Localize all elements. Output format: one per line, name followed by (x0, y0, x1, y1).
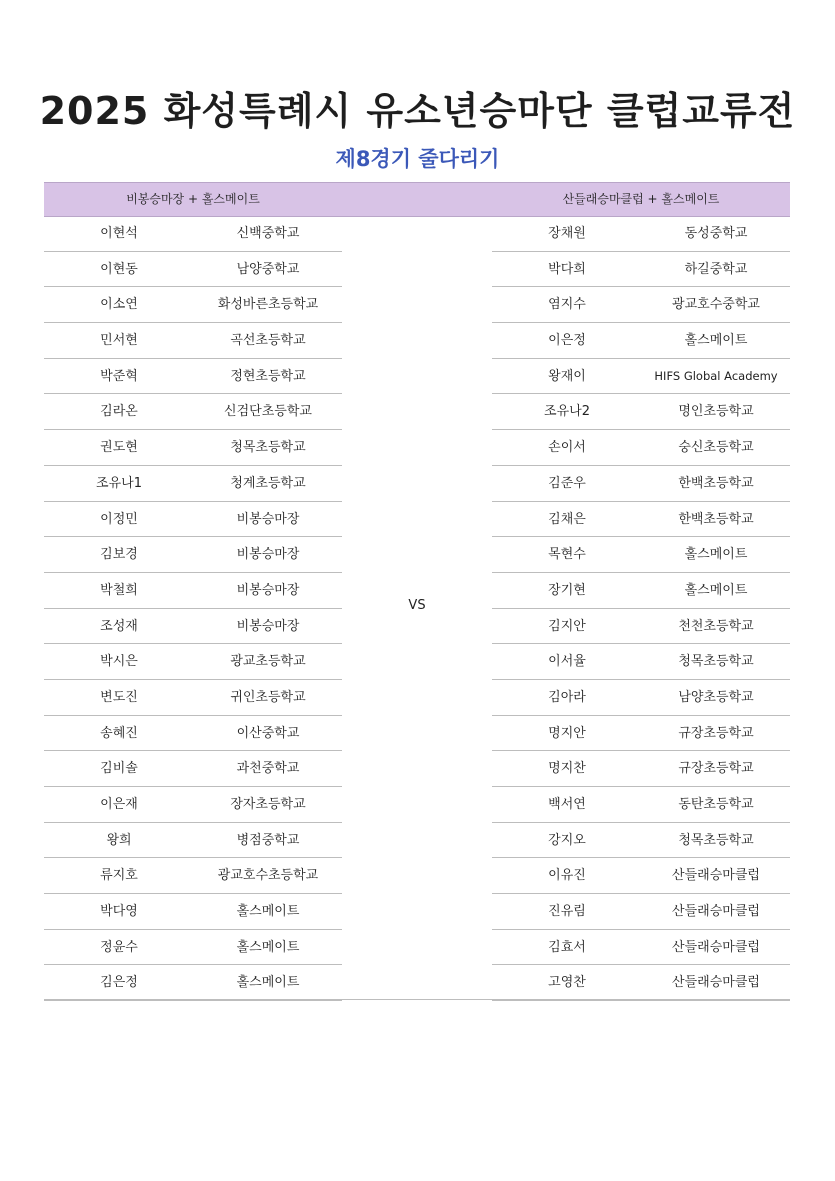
player-school: 규장초등학교 (678, 761, 754, 777)
right-team-roster (492, 216, 790, 1001)
player-school: 한백초등학교 (678, 475, 754, 491)
table-row (44, 930, 342, 966)
player-name: 송혜진 (100, 725, 138, 741)
player-school: 남양초등학교 (678, 689, 754, 705)
player-name: 이소연 (100, 297, 138, 313)
table-row (44, 466, 342, 502)
player-school: 비봉승마장 (236, 618, 300, 634)
table-row (44, 787, 342, 823)
table-row (492, 858, 790, 894)
table-row (492, 287, 790, 323)
table-row (44, 216, 342, 252)
player-school: 비봉승마장 (236, 547, 300, 563)
table-row (492, 823, 790, 859)
table-bottom-divider (44, 999, 790, 1000)
player-name: 명지안 (548, 725, 586, 741)
player-school: 산들래승마클럽 (672, 904, 760, 920)
player-school: 광교초등학교 (230, 654, 306, 670)
player-name: 목현수 (548, 547, 586, 563)
player-name: 권도현 (100, 440, 138, 456)
player-school: 홀스메이트 (684, 582, 748, 598)
table-row (44, 537, 342, 573)
match-subtitle: 제8경기 줄다리기 (335, 147, 500, 171)
player-school: 곡선초등학교 (230, 333, 306, 349)
player-name: 왕희 (106, 832, 132, 848)
table-row (492, 430, 790, 466)
player-name: 김지안 (548, 618, 586, 634)
table-row (492, 680, 790, 716)
player-school: 정현초등학교 (230, 368, 306, 384)
player-school: 홀스메이트 (236, 939, 300, 955)
player-school: 청목초등학교 (678, 832, 754, 848)
table-row (492, 216, 790, 252)
table-row (44, 680, 342, 716)
player-name: 강지오 (548, 832, 586, 848)
table-row (492, 573, 790, 609)
player-school: 장자초등학교 (230, 797, 306, 812)
table-row (44, 430, 342, 466)
table-row (44, 502, 342, 538)
table-row (44, 359, 342, 395)
player-name: 김비솔 (100, 761, 138, 777)
player-name: 박다희 (548, 261, 586, 277)
player-name: 김라온 (100, 404, 138, 420)
player-school: 청목초등학교 (678, 654, 754, 670)
player-name: 조유나2 (544, 404, 590, 420)
table-row (44, 716, 342, 752)
table-row (492, 502, 790, 538)
player-name: 손이서 (548, 440, 586, 456)
table-row (492, 965, 790, 1001)
player-name: 김효서 (548, 939, 586, 955)
table-row (44, 644, 342, 680)
player-school: 숭신초등학교 (678, 440, 754, 456)
table-row (44, 394, 342, 430)
left-team-roster (44, 216, 342, 1001)
table-row (492, 609, 790, 645)
player-school: 화성바른초등학교 (217, 297, 319, 313)
player-school: 과천중학교 (236, 761, 300, 777)
player-school: 홀스메이트 (684, 333, 748, 349)
table-row (44, 858, 342, 894)
player-school: 산들래승마클럽 (672, 868, 760, 884)
player-school: 비봉승마장 (236, 511, 300, 527)
player-school: 산들래승마클럽 (672, 939, 760, 955)
left-team-name: 비봉승마장 + 홀스메이트 (126, 192, 260, 206)
player-school: 이산중학교 (236, 725, 300, 741)
player-school: 동성중학교 (684, 226, 748, 241)
player-name: 조성재 (100, 618, 138, 634)
table-row (44, 573, 342, 609)
player-name: 이서율 (548, 654, 586, 670)
player-name: 왕재이 (548, 368, 586, 384)
right-team-name: 산들래승마클럽 + 홀스메이트 (562, 192, 720, 206)
player-name: 변도진 (100, 689, 138, 705)
player-school: 천천초등학교 (678, 618, 754, 634)
player-school: 남양중학교 (236, 261, 300, 277)
table-row (44, 287, 342, 323)
player-school: 홀스메이트 (236, 975, 300, 991)
player-school: 광교호수초등학교 (217, 868, 319, 884)
player-school: 산들래승마클럽 (672, 975, 760, 991)
vs-label: VS (408, 598, 426, 613)
player-school: 비봉승마장 (236, 582, 300, 598)
player-name: 류지호 (100, 868, 138, 884)
table-row (44, 751, 342, 787)
player-school: HIFS Global Academy (654, 368, 778, 383)
player-name: 김준우 (548, 475, 586, 491)
table-row (492, 323, 790, 359)
player-name: 장기현 (548, 582, 586, 598)
player-school: 신검단초등학교 (224, 404, 312, 420)
player-school: 홀스메이트 (684, 547, 748, 563)
table-row (44, 823, 342, 859)
player-school: 귀인초등학교 (230, 689, 306, 705)
player-school: 홀스메이트 (236, 904, 300, 920)
table-row (44, 965, 342, 1001)
player-name: 명지찬 (548, 761, 586, 777)
player-name: 염지수 (548, 297, 586, 313)
table-row (492, 716, 790, 752)
table-row (44, 323, 342, 359)
player-name: 박철희 (100, 582, 138, 598)
table-row (44, 252, 342, 288)
player-school: 신백중학교 (236, 226, 300, 241)
table-row (492, 359, 790, 395)
player-name: 정윤수 (100, 939, 138, 955)
table-row (492, 751, 790, 787)
player-name: 이은재 (100, 797, 138, 812)
player-school: 한백초등학교 (678, 511, 754, 527)
team-header-band (44, 182, 790, 217)
player-name: 이정민 (100, 511, 138, 527)
player-school: 청목초등학교 (230, 440, 306, 456)
player-name: 백서연 (548, 797, 586, 812)
table-row (492, 930, 790, 966)
table-row (492, 537, 790, 573)
player-name: 이현석 (100, 226, 138, 241)
player-name: 박시은 (100, 654, 138, 670)
table-row (44, 894, 342, 930)
player-name: 민서현 (100, 333, 138, 349)
table-row (492, 894, 790, 930)
player-name: 박준혁 (100, 368, 138, 384)
table-row (44, 609, 342, 645)
player-name: 김채은 (548, 511, 586, 527)
table-row (492, 394, 790, 430)
table-row (492, 644, 790, 680)
player-school: 명인초등학교 (678, 404, 754, 420)
table-row (492, 787, 790, 823)
player-school: 규장초등학교 (678, 725, 754, 741)
player-name: 진유림 (548, 904, 586, 920)
table-row (492, 466, 790, 502)
player-name: 이현동 (100, 261, 138, 277)
player-school: 병점중학교 (236, 832, 300, 848)
player-name: 장채원 (548, 226, 586, 241)
player-name: 박다영 (100, 904, 138, 920)
player-school: 청계초등학교 (230, 475, 306, 491)
table-row (492, 252, 790, 288)
player-school: 동탄초등학교 (678, 797, 754, 812)
page-title: 2025 화성특례시 유소년승마단 클럽교류전 (39, 89, 796, 133)
player-name: 김아라 (548, 689, 586, 705)
player-name: 조유나1 (96, 475, 142, 491)
player-school: 하길중학교 (684, 261, 748, 277)
player-name: 이은정 (548, 333, 586, 349)
player-school: 광교호수중학교 (672, 297, 760, 313)
player-name: 김보경 (100, 547, 138, 563)
player-name: 이유진 (548, 868, 586, 884)
player-name: 김은정 (100, 975, 138, 991)
player-name: 고영찬 (548, 975, 586, 991)
